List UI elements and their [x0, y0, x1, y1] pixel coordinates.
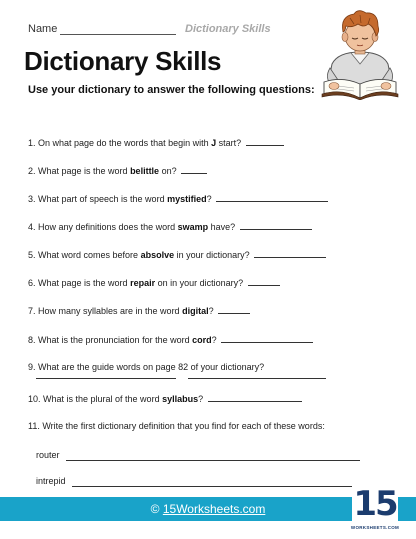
definition-line-intrepid[interactable] — [72, 486, 362, 487]
question-6: 6. What page is the word repair on in your dictionary? — [28, 276, 280, 288]
page-title: Dictionary Skills — [24, 46, 222, 76]
question-1: 1. On what page do the words that begin with J start? — [28, 136, 284, 148]
copyright-symbol: © — [150, 502, 160, 516]
guide-word-line-2[interactable] — [188, 378, 326, 379]
logo-number: 15 — [353, 484, 397, 524]
instructions: Use your dictionary to answer the following questions: — [28, 84, 315, 96]
question-11: 11. Write the first dictionary definition that you find for each of these words: — [28, 421, 325, 431]
definition-line-router[interactable] — [66, 460, 360, 461]
worksheet-subtitle: Dictionary Skills — [185, 23, 271, 35]
name-field-line[interactable] — [60, 34, 176, 35]
question-4: 4. How any definitions does the word swamp have? — [28, 220, 312, 232]
word-router-label: router — [36, 450, 60, 460]
answer-line-10[interactable] — [208, 392, 302, 402]
question-2: 2. What page is the word belittle on? — [28, 164, 207, 176]
word-intrepid-label: intrepid — [36, 476, 66, 486]
answer-line-5[interactable] — [254, 248, 326, 258]
footer-site[interactable]: 15Worksheets.com — [162, 502, 266, 516]
answer-line-6[interactable] — [248, 276, 280, 286]
question-10: 10. What is the plural of the word syllabus? — [28, 392, 302, 404]
question-5: 5. What word comes before absolve in your dictionary? — [28, 248, 326, 260]
question-8: 8. What is the pronunciation for the word cord? — [28, 333, 313, 345]
answer-line-8[interactable] — [221, 333, 313, 343]
answer-line-3[interactable] — [216, 192, 328, 202]
question-3: 3. What part of speech is the word mystified? — [28, 192, 328, 204]
answer-line-2[interactable] — [181, 164, 207, 174]
name-label: Name — [28, 23, 58, 35]
question-7: 7. How many syllables are in the word digital? — [28, 304, 250, 316]
answer-line-7[interactable] — [218, 304, 250, 314]
answer-line-4[interactable] — [240, 220, 312, 230]
guide-word-line-1[interactable] — [36, 378, 176, 379]
logo-text: WORKSHEETS.COM — [350, 525, 400, 530]
question-9: 9. What are the guide words on page 82 of your dictionary? — [28, 362, 265, 372]
boy-reading-book-icon — [318, 6, 402, 100]
answer-line-1[interactable] — [246, 136, 284, 146]
